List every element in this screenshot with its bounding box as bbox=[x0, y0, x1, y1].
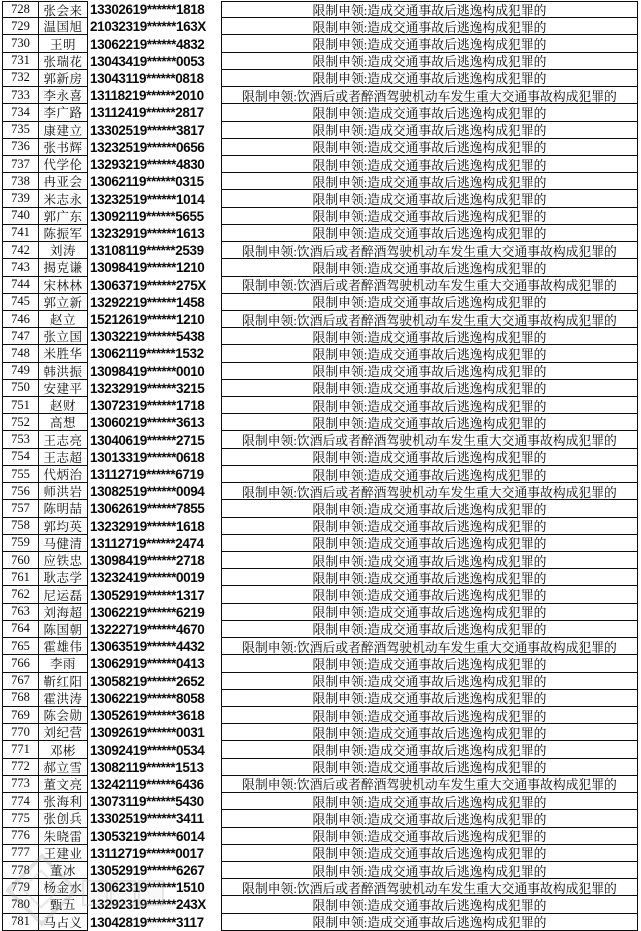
row-number-cell: 766 bbox=[2, 655, 38, 672]
person-name-cell: 张立国 bbox=[38, 328, 88, 345]
person-name-cell: 陈会勋 bbox=[38, 707, 88, 724]
person-name-cell: 康建立 bbox=[38, 122, 88, 139]
restriction-cell: 限制申领:造成交通事故后逃逸构成犯罪的 bbox=[221, 535, 638, 552]
table-row bbox=[2, 914, 641, 931]
restriction-cell: 限制申领:饮酒后或者醉酒驾驶机动车发生重大交通事故构成犯罪的 bbox=[221, 879, 638, 896]
row-number-cell: 758 bbox=[2, 518, 38, 535]
person-name-cell: 刘海超 bbox=[38, 604, 88, 621]
id-number-cell: 13062219******8058 bbox=[90, 690, 205, 706]
restriction-cell: 限制申领:造成交通事故后逃逸构成犯罪的 bbox=[221, 621, 638, 638]
table-row bbox=[2, 122, 641, 139]
table-row bbox=[2, 1, 641, 18]
restriction-cell: 限制申领:造成交通事故后逃逸构成犯罪的 bbox=[221, 380, 638, 397]
table-row bbox=[2, 518, 641, 535]
table-row bbox=[2, 586, 641, 603]
restriction-cell: 限制申领:造成交通事故后逃逸构成犯罪的 bbox=[221, 190, 638, 207]
row-number-cell: 769 bbox=[2, 707, 38, 724]
person-name-cell: 马占义 bbox=[38, 914, 88, 931]
restriction-cell: 限制申领:造成交通事故后逃逸构成犯罪的 bbox=[221, 810, 638, 827]
restriction-cell: 限制申领:造成交通事故后逃逸构成犯罪的 bbox=[221, 673, 638, 690]
id-number-cell: 13042819******3117 bbox=[90, 914, 204, 930]
restriction-cell: 限制申领:造成交通事故后逃逸构成犯罪的 bbox=[221, 345, 638, 362]
row-number-cell: 772 bbox=[2, 759, 38, 776]
id-number-cell: 13302519******3817 bbox=[90, 122, 205, 138]
person-name-cell: 温国旭 bbox=[38, 18, 88, 35]
row-number-cell: 774 bbox=[2, 793, 38, 810]
table-row bbox=[2, 431, 641, 448]
restriction-cell: 限制申领:造成交通事故后逃逸构成犯罪的 bbox=[221, 604, 638, 621]
person-name-cell: 郭立新 bbox=[38, 294, 88, 311]
table-row bbox=[2, 173, 641, 190]
id-number-cell: 13060219******3613 bbox=[90, 415, 205, 431]
table-row bbox=[2, 552, 641, 569]
table-row bbox=[2, 793, 641, 810]
restriction-cell: 限制申领:造成交通事故后逃逸构成犯罪的 bbox=[221, 500, 638, 517]
table-row bbox=[2, 225, 641, 242]
row-number-cell: 745 bbox=[2, 294, 38, 311]
row-number-cell: 775 bbox=[2, 810, 38, 827]
restriction-cell: 限制申领:饮酒后或者醉酒驾驶机动车发生重大交通事故构成犯罪的 bbox=[221, 431, 638, 448]
table-row bbox=[2, 569, 641, 586]
table-row bbox=[2, 70, 641, 87]
person-name-cell: 陈振军 bbox=[38, 225, 88, 242]
id-number-cell: 13063719******275X bbox=[90, 277, 206, 293]
table-row bbox=[2, 776, 641, 793]
table-row bbox=[2, 449, 641, 466]
person-name-cell: 甄五 bbox=[38, 896, 88, 913]
id-number-cell: 13098419******1210 bbox=[90, 260, 205, 276]
person-name-cell: 张书辉 bbox=[38, 139, 88, 156]
row-number-cell: 779 bbox=[2, 879, 38, 896]
restriction-cell: 限制申领:造成交通事故后逃逸构成犯罪的 bbox=[221, 724, 638, 741]
row-number-cell: 738 bbox=[2, 173, 38, 190]
row-number-cell: 748 bbox=[2, 345, 38, 362]
person-name-cell: 董文亮 bbox=[38, 776, 88, 793]
restriction-cell: 限制申领:造成交通事故后逃逸构成犯罪的 bbox=[221, 363, 638, 380]
restriction-table bbox=[2, 1, 641, 931]
person-name-cell: 安建平 bbox=[38, 380, 88, 397]
table-row bbox=[2, 190, 641, 207]
restriction-cell: 限制申领:造成交通事故后逃逸构成犯罪的 bbox=[221, 586, 638, 603]
row-number-cell: 765 bbox=[2, 638, 38, 655]
restriction-cell: 限制申领:造成交通事故后逃逸构成犯罪的 bbox=[221, 1, 638, 18]
table-row bbox=[2, 638, 641, 655]
restriction-cell: 限制申领:饮酒后或者醉酒驾驶机动车发生重大交通事故构成犯罪的 bbox=[221, 311, 638, 328]
id-number-cell: 13242119******6436 bbox=[90, 776, 204, 792]
table-row bbox=[2, 483, 641, 500]
row-number-cell: 751 bbox=[2, 397, 38, 414]
table-row bbox=[2, 208, 641, 225]
person-name-cell: 揭克谦 bbox=[38, 259, 88, 276]
table-row bbox=[2, 828, 641, 845]
id-number-cell: 13232919******1618 bbox=[90, 518, 205, 534]
id-number-cell: 13112719******2474 bbox=[90, 535, 204, 551]
id-number-cell: 13052919******1317 bbox=[90, 587, 205, 603]
id-number-cell: 13082119******1513 bbox=[90, 759, 204, 775]
table-row bbox=[2, 87, 641, 104]
restriction-cell: 限制申领:造成交通事故后逃逸构成犯罪的 bbox=[221, 690, 638, 707]
restriction-cell: 限制申领:造成交通事故后逃逸构成犯罪的 bbox=[221, 914, 638, 931]
row-number-cell: 728 bbox=[2, 1, 38, 18]
restriction-cell: 限制申领:饮酒后或者醉酒驾驶机动车发生重大交通事故构成犯罪的 bbox=[221, 242, 638, 259]
table-row bbox=[2, 380, 641, 397]
row-number-cell: 776 bbox=[2, 828, 38, 845]
restriction-cell: 限制申领:造成交通事故后逃逸构成犯罪的 bbox=[221, 18, 638, 35]
table-row bbox=[2, 810, 641, 827]
id-number-cell: 13092119******5655 bbox=[90, 208, 204, 224]
table-row bbox=[2, 18, 641, 35]
table-row bbox=[2, 397, 641, 414]
id-number-cell: 13232919******3215 bbox=[90, 380, 205, 396]
row-number-cell: 760 bbox=[2, 552, 38, 569]
id-number-cell: 13098419******2718 bbox=[90, 553, 205, 569]
id-number-cell: 13293219******4830 bbox=[90, 157, 205, 173]
row-number-cell: 739 bbox=[2, 190, 38, 207]
restriction-cell: 限制申领:造成交通事故后逃逸构成犯罪的 bbox=[221, 466, 638, 483]
restriction-cell: 限制申领:造成交通事故后逃逸构成犯罪的 bbox=[221, 896, 638, 913]
table-row bbox=[2, 604, 641, 621]
row-number-cell: 762 bbox=[2, 586, 38, 603]
row-number-cell: 734 bbox=[2, 104, 38, 121]
id-number-cell: 13072319******1718 bbox=[90, 398, 205, 414]
row-number-cell: 729 bbox=[2, 18, 38, 35]
table-row bbox=[2, 845, 641, 862]
id-number-cell: 13112419******2817 bbox=[90, 105, 204, 121]
table-row bbox=[2, 621, 641, 638]
restriction-cell: 限制申领:造成交通事故后逃逸构成犯罪的 bbox=[221, 70, 638, 87]
restriction-cell: 限制申领:饮酒后或者醉酒驾驶机动车发生重大交通事故构成犯罪的 bbox=[221, 638, 638, 655]
row-number-cell: 773 bbox=[2, 776, 38, 793]
restriction-cell: 限制申领:造成交通事故后逃逸构成犯罪的 bbox=[221, 414, 638, 431]
table-row bbox=[2, 724, 641, 741]
restriction-cell: 限制申领:造成交通事故后逃逸构成犯罪的 bbox=[221, 569, 638, 586]
person-name-cell: 张瑞花 bbox=[38, 53, 88, 70]
person-name-cell: 郭均英 bbox=[38, 518, 88, 535]
id-number-cell: 13062219******4832 bbox=[90, 36, 205, 52]
person-name-cell: 李雨 bbox=[38, 655, 88, 672]
restriction-cell: 限制申领:造成交通事故后逃逸构成犯罪的 bbox=[221, 259, 638, 276]
row-number-cell: 752 bbox=[2, 414, 38, 431]
row-number-cell: 731 bbox=[2, 53, 38, 70]
row-number-cell: 778 bbox=[2, 862, 38, 879]
table-row bbox=[2, 759, 641, 776]
row-number-cell: 730 bbox=[2, 35, 38, 52]
person-name-cell: 米胜华 bbox=[38, 345, 88, 362]
row-number-cell: 744 bbox=[2, 277, 38, 294]
row-number-cell: 746 bbox=[2, 311, 38, 328]
person-name-cell: 杨金水 bbox=[38, 879, 88, 896]
person-name-cell: 王志亮 bbox=[38, 431, 88, 448]
table-row bbox=[2, 104, 641, 121]
id-number-cell: 13043419******0053 bbox=[90, 53, 205, 69]
row-number-cell: 753 bbox=[2, 431, 38, 448]
restriction-cell: 限制申领:造成交通事故后逃逸构成犯罪的 bbox=[221, 845, 638, 862]
person-name-cell: 霍洪涛 bbox=[38, 690, 88, 707]
table-row bbox=[2, 862, 641, 879]
table-row bbox=[2, 707, 641, 724]
row-number-cell: 757 bbox=[2, 500, 38, 517]
row-number-cell: 764 bbox=[2, 621, 38, 638]
table-row bbox=[2, 673, 641, 690]
restriction-cell: 限制申领:造成交通事故后逃逸构成犯罪的 bbox=[221, 53, 638, 70]
table-row bbox=[2, 53, 641, 70]
row-number-cell: 770 bbox=[2, 724, 38, 741]
table-row bbox=[2, 466, 641, 483]
table-row bbox=[2, 259, 641, 276]
restriction-cell: 限制申领:造成交通事故后逃逸构成犯罪的 bbox=[221, 122, 638, 139]
table-row bbox=[2, 414, 641, 431]
table-row bbox=[2, 690, 641, 707]
row-number-cell: 767 bbox=[2, 673, 38, 690]
id-number-cell: 13062319******1510 bbox=[90, 880, 205, 896]
id-number-cell: 13232919******1613 bbox=[90, 225, 205, 241]
restriction-cell: 限制申领:造成交通事故后逃逸构成犯罪的 bbox=[221, 104, 638, 121]
restriction-cell: 限制申领:造成交通事故后逃逸构成犯罪的 bbox=[221, 655, 638, 672]
restriction-cell: 限制申领:造成交通事故后逃逸构成犯罪的 bbox=[221, 139, 638, 156]
id-number-cell: 13062919******0413 bbox=[90, 656, 205, 672]
person-name-cell: 郭广东 bbox=[38, 208, 88, 225]
table-row bbox=[2, 277, 641, 294]
id-number-cell: 13302519******3411 bbox=[90, 811, 204, 827]
table-row bbox=[2, 655, 641, 672]
person-name-cell: 张会来 bbox=[38, 1, 88, 18]
id-number-cell: 13092619******0031 bbox=[90, 725, 205, 741]
row-number-cell: 777 bbox=[2, 845, 38, 862]
row-number-cell: 740 bbox=[2, 208, 38, 225]
person-name-cell: 宋林林 bbox=[38, 277, 88, 294]
id-number-cell: 13232519******0656 bbox=[90, 139, 205, 155]
id-number-cell: 13292319******243X bbox=[90, 897, 206, 913]
person-name-cell: 冉亚会 bbox=[38, 173, 88, 190]
restriction-cell: 限制申领:造成交通事故后逃逸构成犯罪的 bbox=[221, 449, 638, 466]
table-row bbox=[2, 139, 641, 156]
id-number-cell: 13062119******1532 bbox=[90, 346, 204, 362]
person-name-cell: 刘涛 bbox=[38, 242, 88, 259]
row-number-cell: 763 bbox=[2, 604, 38, 621]
id-number-cell: 13063519******4432 bbox=[90, 639, 205, 655]
restriction-cell: 限制申领:造成交通事故后逃逸构成犯罪的 bbox=[221, 208, 638, 225]
person-name-cell: 米志永 bbox=[38, 190, 88, 207]
row-number-cell: 759 bbox=[2, 535, 38, 552]
restriction-cell: 限制申领:造成交通事故后逃逸构成犯罪的 bbox=[221, 828, 638, 845]
person-name-cell: 郝立雪 bbox=[38, 759, 88, 776]
person-name-cell: 张海利 bbox=[38, 793, 88, 810]
id-number-cell: 13052619******3618 bbox=[90, 708, 205, 724]
table-row bbox=[2, 242, 641, 259]
row-number-cell: 771 bbox=[2, 741, 38, 758]
id-number-cell: 13232419******0019 bbox=[90, 570, 205, 586]
row-number-cell: 756 bbox=[2, 483, 38, 500]
row-number-cell: 747 bbox=[2, 328, 38, 345]
person-name-cell: 李永喜 bbox=[38, 87, 88, 104]
person-name-cell: 高想 bbox=[38, 414, 88, 431]
person-name-cell: 董冰 bbox=[38, 862, 88, 879]
row-number-cell: 733 bbox=[2, 87, 38, 104]
id-number-cell: 13112719******6719 bbox=[90, 467, 204, 483]
person-name-cell: 耿志学 bbox=[38, 569, 88, 586]
person-name-cell: 邓彬 bbox=[38, 741, 88, 758]
restriction-cell: 限制申领:饮酒后或者醉酒驾驶机动车发生重大交通事故构成犯罪的 bbox=[221, 483, 638, 500]
row-number-cell: 750 bbox=[2, 380, 38, 397]
id-number-cell: 13082519******0094 bbox=[90, 484, 205, 500]
person-name-cell: 张创兵 bbox=[38, 810, 88, 827]
row-number-cell: 732 bbox=[2, 70, 38, 87]
id-number-cell: 13058219******2652 bbox=[90, 673, 205, 689]
table-row bbox=[2, 35, 641, 52]
restriction-cell: 限制申领:饮酒后或者醉酒驾驶机动车发生重大交通事故构成犯罪的 bbox=[221, 776, 638, 793]
id-number-cell: 13052919******6267 bbox=[90, 863, 205, 879]
restriction-cell: 限制申领:造成交通事故后逃逸构成犯罪的 bbox=[221, 862, 638, 879]
person-name-cell: 赵立 bbox=[38, 311, 88, 328]
row-number-cell: 742 bbox=[2, 242, 38, 259]
table-row bbox=[2, 741, 641, 758]
restriction-cell: 限制申领:造成交通事故后逃逸构成犯罪的 bbox=[221, 173, 638, 190]
id-number-cell: 13108119******2539 bbox=[90, 243, 204, 259]
restriction-cell: 限制申领:造成交通事故后逃逸构成犯罪的 bbox=[221, 741, 638, 758]
table-row bbox=[2, 311, 641, 328]
person-name-cell: 赵财 bbox=[38, 397, 88, 414]
restriction-cell: 限制申领:造成交通事故后逃逸构成犯罪的 bbox=[221, 156, 638, 173]
id-number-cell: 13043119******0818 bbox=[90, 70, 204, 86]
person-name-cell: 韩洪振 bbox=[38, 363, 88, 380]
id-number-cell: 13302619******1818 bbox=[90, 2, 205, 18]
id-number-cell: 15212619******1210 bbox=[90, 312, 205, 328]
person-name-cell: 王志超 bbox=[38, 449, 88, 466]
table-row bbox=[2, 328, 641, 345]
table-row bbox=[2, 535, 641, 552]
table-row bbox=[2, 294, 641, 311]
id-number-cell: 13032219******5438 bbox=[90, 329, 205, 345]
table-row bbox=[2, 879, 641, 896]
restriction-cell: 限制申领:造成交通事故后逃逸构成犯罪的 bbox=[221, 328, 638, 345]
restriction-cell: 限制申领:饮酒后或者醉酒驾驶机动车发生重大交通事故构成犯罪的 bbox=[221, 277, 638, 294]
row-number-cell: 736 bbox=[2, 139, 38, 156]
person-name-cell: 王明 bbox=[38, 35, 88, 52]
person-name-cell: 代学伦 bbox=[38, 156, 88, 173]
row-number-cell: 761 bbox=[2, 569, 38, 586]
person-name-cell: 霍雄伟 bbox=[38, 638, 88, 655]
restriction-cell: 限制申领:造成交通事故后逃逸构成犯罪的 bbox=[221, 294, 638, 311]
person-name-cell: 陈国朝 bbox=[38, 621, 88, 638]
person-name-cell: 陈明喆 bbox=[38, 500, 88, 517]
person-name-cell: 师洪岩 bbox=[38, 483, 88, 500]
restriction-cell: 限制申领:造成交通事故后逃逸构成犯罪的 bbox=[221, 707, 638, 724]
table-row bbox=[2, 363, 641, 380]
table-row bbox=[2, 896, 641, 913]
id-number-cell: 13040619******2715 bbox=[90, 432, 205, 448]
row-number-cell: 737 bbox=[2, 156, 38, 173]
id-number-cell: 13112719******0017 bbox=[90, 845, 204, 861]
row-number-cell: 780 bbox=[2, 896, 38, 913]
id-number-cell: 13118219******2010 bbox=[90, 88, 204, 104]
person-name-cell: 应铁忠 bbox=[38, 552, 88, 569]
person-name-cell: 王建业 bbox=[38, 845, 88, 862]
id-number-cell: 13013319******0618 bbox=[90, 449, 205, 465]
row-number-cell: 768 bbox=[2, 690, 38, 707]
row-number-cell: 755 bbox=[2, 466, 38, 483]
person-name-cell: 李广路 bbox=[38, 104, 88, 121]
id-number-cell: 13053219******6014 bbox=[90, 828, 205, 844]
row-number-cell: 781 bbox=[2, 914, 38, 931]
restriction-cell: 限制申领:造成交通事故后逃逸构成犯罪的 bbox=[221, 518, 638, 535]
restriction-cell: 限制申领:造成交通事故后逃逸构成犯罪的 bbox=[221, 397, 638, 414]
id-number-cell: 13232519******1014 bbox=[90, 191, 205, 207]
id-number-cell: 13222719******4670 bbox=[90, 621, 205, 637]
id-number-cell: 13092419******0534 bbox=[90, 742, 205, 758]
restriction-cell: 限制申领:造成交通事故后逃逸构成犯罪的 bbox=[221, 793, 638, 810]
id-number-cell: 13073119******5430 bbox=[90, 794, 204, 810]
table-row bbox=[2, 156, 641, 173]
person-name-cell: 朱晓雷 bbox=[38, 828, 88, 845]
restriction-cell: 限制申领:饮酒后或者醉酒驾驶机动车发生重大交通事故构成犯罪的 bbox=[221, 87, 638, 104]
table-row bbox=[2, 500, 641, 517]
id-number-cell: 13062619******7855 bbox=[90, 501, 205, 517]
id-number-cell: 13062119******0315 bbox=[90, 174, 204, 190]
row-number-cell: 743 bbox=[2, 259, 38, 276]
row-number-cell: 735 bbox=[2, 122, 38, 139]
id-number-cell: 13098419******0010 bbox=[90, 363, 205, 379]
row-number-cell: 741 bbox=[2, 225, 38, 242]
person-name-cell: 尼运磊 bbox=[38, 586, 88, 603]
restriction-cell: 限制申领:造成交通事故后逃逸构成犯罪的 bbox=[221, 552, 638, 569]
restriction-cell: 限制申领:造成交通事故后逃逸构成犯罪的 bbox=[221, 225, 638, 242]
person-name-cell: 马健清 bbox=[38, 535, 88, 552]
person-name-cell: 代炳治 bbox=[38, 466, 88, 483]
person-name-cell: 刘纪营 bbox=[38, 724, 88, 741]
person-name-cell: 郭新房 bbox=[38, 70, 88, 87]
table-row bbox=[2, 345, 641, 362]
restriction-cell: 限制申领:造成交通事故后逃逸构成犯罪的 bbox=[221, 759, 638, 776]
restriction-cell: 限制申领:造成交通事故后逃逸构成犯罪的 bbox=[221, 35, 638, 52]
id-number-cell: 13292219******1458 bbox=[90, 294, 205, 310]
row-number-cell: 749 bbox=[2, 363, 38, 380]
id-number-cell: 13062219******6219 bbox=[90, 604, 205, 620]
row-number-cell: 754 bbox=[2, 449, 38, 466]
id-number-cell: 21032319******163X bbox=[90, 19, 206, 35]
person-name-cell: 靳红阳 bbox=[38, 673, 88, 690]
